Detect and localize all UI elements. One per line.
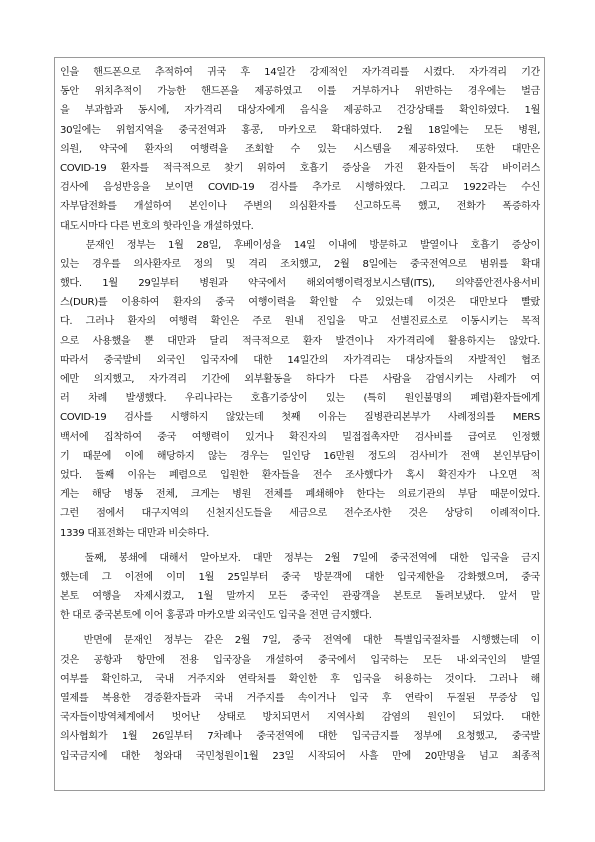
text-line: 대도시마다 다른 번호의 핫라인을 개설하였다. [60, 220, 254, 232]
text-line: 검사에 음성반응을 보이면 COVID-19 검사를 추가로 시행하였다. 그리고 1922라는 수신 [60, 182, 540, 194]
text-line: 1339 대표전화는 대만과 비슷하다. [60, 527, 210, 539]
text-line: 있는 경우를 의사환자로 정의 및 격리 조치했고, 2월 8일에는 중국전역으로 범위를 확대 [60, 258, 540, 270]
text-line: 러 차례 발생했다. 우리나라는 호흡기증상이 있는 (특히 원인불명의 폐렴)환자들에게 [60, 393, 540, 405]
text-line: 그런 점에서 대구지역의 신천지신도들을 세금으로 전수조사한 것은 상당히 이례적이다. [60, 508, 540, 520]
text-line: COVID-19 환자를 적극적으로 찾기 위하여 호흡기 증상을 가진 환자들이 독감 바이러스 [60, 162, 540, 174]
text-line: 을 부과함과 동시에, 자가격리 대상자에게 음식을 제공하고 건강상태를 확인하였다. 1월 [60, 105, 540, 117]
text-line: 입국금지에 대한 청와대 국민청원이1월 23일 시작되어 사흘 만에 20만명을 넘고 최종적 [60, 750, 540, 762]
text-line: 반면에 문재인 정부는 같은 2월 7일, 중국 전역에 대한 특별입국절차를 시행했는데 이 [60, 635, 540, 647]
text-line: 했는데 그 이전에 이미 1월 25일부터 중국 방문객에 대한 입국제한을 강화했으며, 중국 [60, 571, 540, 583]
text-line: 의원, 약국에 환자의 여행력을 조회할 수 있는 시스템을 제공하였다. 또한 대만은 [60, 143, 540, 155]
text-line: 30일에는 위험지역을 중국전역과 홍콩, 마카오로 확대하였다. 2월 18일에는 모든 병원, [60, 124, 540, 136]
text-line: 의사협회가 1월 26일부터 7차례나 중국전역에 대한 입국금지를 정부에 요청했고, 중국발 [60, 731, 540, 743]
text-line: 따라서 중국발비 외국인 입국자에 대한 14일간의 자가격리는 대상자들의 자발적인 협조 [60, 354, 540, 366]
text-line: 다. 그러나 환자의 여행력 확인은 주로 원내 진입을 막고 선별진료소로 이동시키는 목적 [60, 316, 540, 328]
text-line: 스(DUR)를 이용하여 환자의 중국 여행이력을 확인할 수 있었는데 이것은 대만보다 빨랐 [60, 297, 540, 309]
text-line: 둘째, 봉쇄에 대해서 알아보자. 대만 정부는 2월 7일에 중국전역에 대한 입국을 금지 [60, 552, 540, 564]
text-line: 동안 위치추적이 가능한 핸드폰을 제공하였고 이를 거부하거나 위반하는 경우에는 벌금 [60, 86, 540, 98]
body-text [60, 63, 540, 766]
text-line: 인을 핸드폰으로 추적하여 귀국 후 14일간 강제적인 자가격리를 시켰다. 자가격리 기간 [60, 67, 540, 78]
text-line: 었다. 둘째 이유는 폐렴으로 입원한 환자들을 전수 조사했다가 혹시 확진자가 나오면 적 [60, 469, 540, 481]
text-line: COVID-19 검사를 시행하지 않았는데 첫째 이유는 질병관리본부가 사례정의를 MERS [60, 412, 540, 424]
text-line: 기 때문에 이에 해당하지 않는 경우는 일인당 16만원 정도의 검사비가 전액 본인부담이 [60, 450, 540, 462]
text-line: 열제를 복용한 경증환자들과 국내 거주지를 속이거나 입국 후 연락이 두절된 무증상 입 [60, 693, 540, 704]
text-line: 것은 공항과 항만에 전용 입국장을 개설하여 중국에서 입국하는 모든 내·외국인의 발열 [60, 654, 540, 666]
text-line: 에만 의지했고, 자가격리 기간에 외부활동을 하다가 다른 사람을 감염시키는 사례가 여 [60, 374, 540, 385]
text-line: 으로 사용했을 뿐 대만과 달리 적극적으로 환자 발견이나 자가격리에 활용하지는 않았다. [60, 335, 540, 347]
text-line: 여부를 확인하고, 국내 거주지와 연락처를 확인한 후 입국을 허용하는 것이다. 그러나 해 [60, 673, 540, 685]
text-line: 자부담전화를 개설하여 본인이나 주변의 의심환자를 신고하도록 했고, 전화가 폭증하자 [60, 201, 540, 213]
text-line: 백서에 집착하여 중국 여행력이 있거나 확진자의 밀접접촉자만 검사비를 급여로 인정했 [60, 431, 540, 443]
text-line: 국자들이방역체계에서 벗어난 상태로 방치되면서 지역사회 감염의 원인이 되었다. 대한 [60, 712, 540, 724]
text-line: 한 대로 중국본토에 이어 홍콩과 마카오발 외국인도 입국을 전면 금지했다. [60, 610, 372, 622]
text-line: 본토 여행을 자제시켰고, 1월 말까지 모든 중국인 관광객을 본토로 돌려보냈다. 앞서 말 [60, 591, 540, 603]
text-line: 했다. 1월 29일부터 병원과 약국에서 해외여행이력정보시스템(ITS), 의약품안전사용서비 [60, 278, 540, 290]
text-line: 문재인 정부는 1월 28일, 후베이성을 14일 이내에 방문하고 발열이나 호흡기 증상이 [60, 239, 540, 251]
text-line: 게는 해당 병동 전체, 크게는 병원 전체를 폐쇄해야 한다는 의료기관의 부담 때문이었다. [60, 489, 540, 501]
